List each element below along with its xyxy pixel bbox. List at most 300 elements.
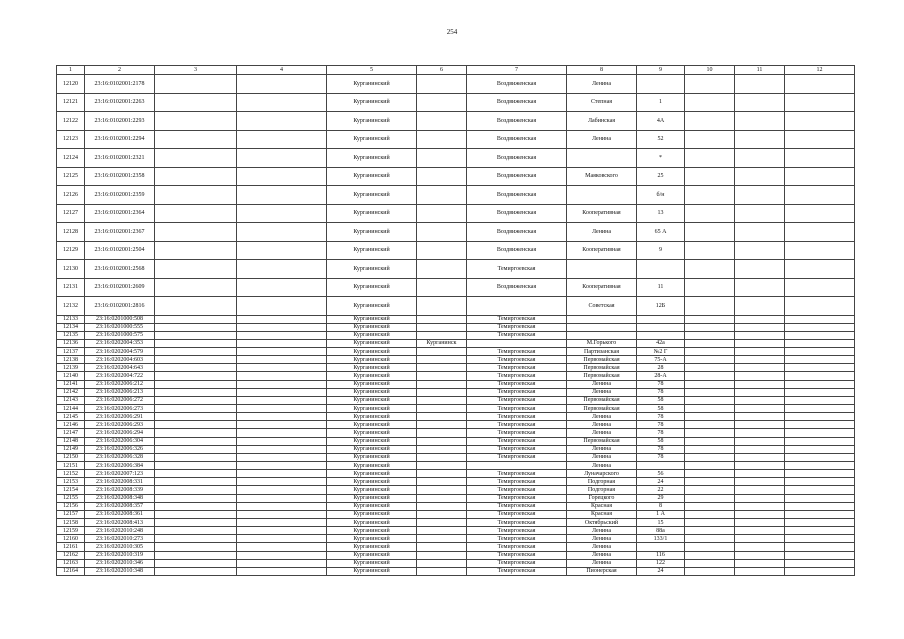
col-10-cell (685, 470, 735, 478)
col-settlement-cell (417, 331, 467, 339)
col-cadastral-number-cell: 23:16:0202006:272 (85, 396, 155, 404)
col-locality-cell (467, 297, 567, 316)
col-12-cell (785, 186, 855, 205)
col-4-cell (237, 339, 327, 347)
col-3-cell (155, 519, 237, 527)
col-settlement-cell (417, 421, 467, 429)
col-4-cell (237, 551, 327, 559)
col-house-cell: 8 (637, 502, 685, 510)
col-4-cell (237, 364, 327, 372)
col-12-cell (785, 149, 855, 168)
col-cadastral-number-cell: 23:16:0202010:273 (85, 535, 155, 543)
col-house-cell (637, 331, 685, 339)
col-locality-cell: Темиргоевская (467, 437, 567, 445)
col-locality-cell: Темиргоевская (467, 380, 567, 388)
col-locality-cell: Темиргоевская (467, 567, 567, 575)
col-house-cell: 28 (637, 364, 685, 372)
col-house-cell: 24 (637, 478, 685, 486)
table-row (57, 75, 855, 94)
col-4-cell (237, 75, 327, 94)
header-cell-col-settlement: 6 (417, 66, 467, 75)
col-10-cell (685, 551, 735, 559)
col-3-cell (155, 527, 237, 535)
col-3-cell (155, 559, 237, 567)
col-12-cell (785, 278, 855, 297)
col-10-cell (685, 149, 735, 168)
col-locality-cell: Воздвиженская (467, 186, 567, 205)
col-district-cell: Курганинский (327, 167, 417, 186)
col-district-cell: Курганинский (327, 241, 417, 260)
col-settlement-cell (417, 388, 467, 396)
col-street-cell: Ленина (567, 130, 637, 149)
col-4-cell (237, 494, 327, 502)
col-11-cell (735, 535, 785, 543)
col-12-cell (785, 535, 855, 543)
col-10-cell (685, 388, 735, 396)
col-cadastral-number-cell: 23:16:0202006:384 (85, 462, 155, 470)
col-12-cell (785, 494, 855, 502)
header-cell-col-4: 4 (237, 66, 327, 75)
col-11-cell (735, 223, 785, 242)
col-house-cell: 13 (637, 204, 685, 223)
col-locality-cell: Темиргоевская (467, 519, 567, 527)
col-district-cell: Курганинский (327, 339, 417, 347)
col-11-cell (735, 380, 785, 388)
table-row (57, 405, 855, 413)
col-11-cell (735, 519, 785, 527)
col-10-cell (685, 315, 735, 323)
col-street-cell: Кооперативная (567, 278, 637, 297)
col-street-cell: Ленина (567, 462, 637, 470)
col-11-cell (735, 462, 785, 470)
col-4-cell (237, 331, 327, 339)
col-12-cell (785, 297, 855, 316)
col-number-cell: 12155 (57, 494, 85, 502)
col-4-cell (237, 510, 327, 518)
col-house-cell: 78 (637, 453, 685, 461)
col-10-cell (685, 241, 735, 260)
col-district-cell: Курганинский (327, 413, 417, 421)
col-4-cell (237, 559, 327, 567)
col-cadastral-number-cell: 23:16:0202008:331 (85, 478, 155, 486)
col-11-cell (735, 470, 785, 478)
col-12-cell (785, 204, 855, 223)
col-cadastral-number-cell: 23:16:0102001:2504 (85, 241, 155, 260)
col-10-cell (685, 260, 735, 279)
col-street-cell: Первомайская (567, 372, 637, 380)
col-locality-cell: Воздвиженская (467, 167, 567, 186)
col-house-cell: 56 (637, 470, 685, 478)
col-house-cell: 28-А (637, 372, 685, 380)
col-locality-cell: Темиргоевская (467, 543, 567, 551)
col-3-cell (155, 413, 237, 421)
col-locality-cell: Темиргоевская (467, 535, 567, 543)
col-locality-cell: Темиргоевская (467, 405, 567, 413)
col-11-cell (735, 527, 785, 535)
col-4-cell (237, 543, 327, 551)
col-locality-cell: Воздвиженская (467, 75, 567, 94)
col-cadastral-number-cell: 23:16:0102001:2293 (85, 112, 155, 131)
col-number-cell: 12134 (57, 323, 85, 331)
col-number-cell: 12132 (57, 297, 85, 316)
col-house-cell: 65 А (637, 223, 685, 242)
col-street-cell (567, 149, 637, 168)
col-locality-cell: Воздвиженская (467, 149, 567, 168)
col-settlement-cell (417, 278, 467, 297)
col-11-cell (735, 186, 785, 205)
col-12-cell (785, 348, 855, 356)
col-district-cell: Курганинский (327, 527, 417, 535)
col-12-cell (785, 421, 855, 429)
col-11-cell (735, 494, 785, 502)
col-settlement-cell (417, 167, 467, 186)
col-street-cell: Октябрьский (567, 519, 637, 527)
table-row (57, 453, 855, 461)
col-district-cell: Курганинский (327, 551, 417, 559)
col-house-cell: 52 (637, 130, 685, 149)
table-row (57, 223, 855, 242)
col-street-cell (567, 331, 637, 339)
col-4-cell (237, 278, 327, 297)
col-12-cell (785, 396, 855, 404)
col-settlement-cell (417, 502, 467, 510)
col-cadastral-number-cell: 23:16:0102001:2609 (85, 278, 155, 297)
col-settlement-cell (417, 315, 467, 323)
col-4-cell (237, 348, 327, 356)
col-10-cell (685, 462, 735, 470)
col-street-cell: Ленина (567, 75, 637, 94)
col-4-cell (237, 372, 327, 380)
col-12-cell (785, 413, 855, 421)
col-cadastral-number-cell: 23:16:0202006:273 (85, 405, 155, 413)
col-number-cell: 12161 (57, 543, 85, 551)
col-cadastral-number-cell: 23:16:0202006:304 (85, 437, 155, 445)
table-row (57, 478, 855, 486)
col-settlement-cell (417, 494, 467, 502)
col-settlement-cell (417, 510, 467, 518)
col-number-cell: 12129 (57, 241, 85, 260)
col-cadastral-number-cell: 23:16:0102001:2321 (85, 149, 155, 168)
col-11-cell (735, 149, 785, 168)
col-cadastral-number-cell: 23:16:0202010:305 (85, 543, 155, 551)
col-3-cell (155, 405, 237, 413)
col-4-cell (237, 186, 327, 205)
col-12-cell (785, 388, 855, 396)
col-district-cell: Курганинский (327, 278, 417, 297)
col-10-cell (685, 204, 735, 223)
col-district-cell: Курганинский (327, 502, 417, 510)
col-10-cell (685, 535, 735, 543)
col-cadastral-number-cell: 23:16:0202004:722 (85, 372, 155, 380)
col-11-cell (735, 130, 785, 149)
col-settlement-cell (417, 429, 467, 437)
col-number-cell: 12121 (57, 93, 85, 112)
header-cell-col-street: 8 (567, 66, 637, 75)
col-12-cell (785, 405, 855, 413)
col-district-cell: Курганинский (327, 543, 417, 551)
col-street-cell: Ленина (567, 527, 637, 535)
col-11-cell (735, 445, 785, 453)
col-locality-cell (467, 462, 567, 470)
col-settlement-cell (417, 204, 467, 223)
col-12-cell (785, 364, 855, 372)
col-3-cell (155, 297, 237, 316)
col-number-cell: 12162 (57, 551, 85, 559)
col-10-cell (685, 453, 735, 461)
table-row (57, 502, 855, 510)
col-settlement-cell (417, 380, 467, 388)
col-house-cell: * (637, 149, 685, 168)
col-cadastral-number-cell: 23:16:0201000:508 (85, 315, 155, 323)
col-3-cell (155, 567, 237, 575)
col-number-cell: 12152 (57, 470, 85, 478)
col-11-cell (735, 567, 785, 575)
table-row (57, 93, 855, 112)
col-house-cell: 88а (637, 527, 685, 535)
col-house-cell: 24 (637, 567, 685, 575)
col-cadastral-number-cell: 23:16:0102001:2364 (85, 204, 155, 223)
col-cadastral-number-cell: 23:16:0202008:413 (85, 519, 155, 527)
col-house-cell (637, 260, 685, 279)
col-locality-cell: Темиргоевская (467, 429, 567, 437)
table-row (57, 297, 855, 316)
header-cell-col-12: 12 (785, 66, 855, 75)
col-house-cell: 78 (637, 388, 685, 396)
col-4-cell (237, 112, 327, 131)
col-settlement-cell (417, 93, 467, 112)
col-11-cell (735, 372, 785, 380)
col-district-cell: Курганинский (327, 429, 417, 437)
col-street-cell: Первомайская (567, 396, 637, 404)
col-cadastral-number-cell: 23:16:0202004:579 (85, 348, 155, 356)
col-12-cell (785, 519, 855, 527)
col-district-cell: Курганинский (327, 331, 417, 339)
col-locality-cell: Темиргоевская (467, 527, 567, 535)
col-locality-cell: Темиргоевская (467, 348, 567, 356)
col-10-cell (685, 405, 735, 413)
col-settlement-cell (417, 241, 467, 260)
col-house-cell: 122 (637, 559, 685, 567)
col-number-cell: 12123 (57, 130, 85, 149)
col-locality-cell: Темиргоевская (467, 323, 567, 331)
col-10-cell (685, 445, 735, 453)
col-street-cell: М.Горького (567, 339, 637, 347)
col-house-cell: №2 Г (637, 348, 685, 356)
col-locality-cell: Темиргоевская (467, 559, 567, 567)
col-12-cell (785, 315, 855, 323)
col-street-cell: Подгорная (567, 486, 637, 494)
table-row (57, 204, 855, 223)
header-cell-col-11: 11 (735, 66, 785, 75)
col-settlement-cell (417, 551, 467, 559)
col-3-cell (155, 315, 237, 323)
col-10-cell (685, 421, 735, 429)
col-10-cell (685, 93, 735, 112)
col-house-cell: 29 (637, 494, 685, 502)
col-locality-cell: Воздвиженская (467, 241, 567, 260)
col-11-cell (735, 421, 785, 429)
col-settlement-cell (417, 149, 467, 168)
col-settlement-cell (417, 413, 467, 421)
col-number-cell: 12141 (57, 380, 85, 388)
col-locality-cell: Темиргоевская (467, 356, 567, 364)
col-4-cell (237, 527, 327, 535)
col-11-cell (735, 315, 785, 323)
col-locality-cell: Темиргоевская (467, 486, 567, 494)
header-cell-col-cadastral-number: 2 (85, 66, 155, 75)
col-10-cell (685, 510, 735, 518)
col-house-cell: 78 (637, 413, 685, 421)
col-3-cell (155, 437, 237, 445)
col-10-cell (685, 486, 735, 494)
col-3-cell (155, 551, 237, 559)
col-12-cell (785, 462, 855, 470)
col-locality-cell: Темиргоевская (467, 372, 567, 380)
header-cell-col-10: 10 (685, 66, 735, 75)
col-settlement-cell (417, 323, 467, 331)
col-4-cell (237, 535, 327, 543)
col-number-cell: 12138 (57, 356, 85, 364)
col-number-cell: 12124 (57, 149, 85, 168)
col-4-cell (237, 241, 327, 260)
col-cadastral-number-cell: 23:16:0201000:555 (85, 323, 155, 331)
col-locality-cell: Воздвиженская (467, 112, 567, 131)
col-4-cell (237, 149, 327, 168)
col-4-cell (237, 405, 327, 413)
col-street-cell: Ленина (567, 551, 637, 559)
col-district-cell: Курганинский (327, 510, 417, 518)
table-row (57, 278, 855, 297)
col-street-cell: Ленина (567, 388, 637, 396)
col-number-cell: 12145 (57, 413, 85, 421)
col-district-cell: Курганинский (327, 380, 417, 388)
col-house-cell: 78 (637, 445, 685, 453)
col-locality-cell: Темиргоевская (467, 502, 567, 510)
col-cadastral-number-cell: 23:16:0201000:575 (85, 331, 155, 339)
col-cadastral-number-cell: 23:16:0202004:353 (85, 339, 155, 347)
col-cadastral-number-cell: 23:16:0202008:348 (85, 494, 155, 502)
col-house-cell: 58 (637, 396, 685, 404)
col-settlement-cell (417, 559, 467, 567)
col-12-cell (785, 75, 855, 94)
col-street-cell: Ленина (567, 421, 637, 429)
col-4-cell (237, 297, 327, 316)
col-district-cell: Курганинский (327, 453, 417, 461)
col-number-cell: 12149 (57, 445, 85, 453)
col-10-cell (685, 502, 735, 510)
col-settlement-cell (417, 567, 467, 575)
col-3-cell (155, 445, 237, 453)
col-4-cell (237, 356, 327, 364)
col-house-cell (637, 75, 685, 94)
col-number-cell: 12120 (57, 75, 85, 94)
col-district-cell: Курганинский (327, 559, 417, 567)
col-district-cell: Курганинский (327, 486, 417, 494)
col-3-cell (155, 356, 237, 364)
col-10-cell (685, 372, 735, 380)
col-cadastral-number-cell: 23:16:0102001:2178 (85, 75, 155, 94)
col-10-cell (685, 543, 735, 551)
col-number-cell: 12142 (57, 388, 85, 396)
table-row (57, 388, 855, 396)
col-4-cell (237, 396, 327, 404)
col-number-cell: 12159 (57, 527, 85, 535)
col-street-cell: Красная (567, 510, 637, 518)
col-settlement-cell (417, 364, 467, 372)
col-3-cell (155, 112, 237, 131)
col-district-cell: Курганинский (327, 130, 417, 149)
col-street-cell: Луначарского (567, 470, 637, 478)
col-10-cell (685, 519, 735, 527)
col-settlement-cell (417, 372, 467, 380)
table-row (57, 559, 855, 567)
col-settlement-cell (417, 348, 467, 356)
col-number-cell: 12143 (57, 396, 85, 404)
col-cadastral-number-cell: 23:16:0202006:291 (85, 413, 155, 421)
col-number-cell: 12160 (57, 535, 85, 543)
col-4-cell (237, 323, 327, 331)
col-10-cell (685, 567, 735, 575)
col-district-cell: Курганинский (327, 388, 417, 396)
table-row (57, 421, 855, 429)
col-house-cell: б/н (637, 186, 685, 205)
col-settlement-cell (417, 223, 467, 242)
col-locality-cell: Темиргоевская (467, 494, 567, 502)
col-11-cell (735, 260, 785, 279)
col-district-cell: Курганинский (327, 149, 417, 168)
col-number-cell: 12128 (57, 223, 85, 242)
col-house-cell: 1 (637, 93, 685, 112)
col-street-cell: Ленина (567, 413, 637, 421)
col-house-cell: 78 (637, 421, 685, 429)
col-4-cell (237, 380, 327, 388)
col-house-cell: 12Б (637, 297, 685, 316)
col-district-cell: Курганинский (327, 356, 417, 364)
col-11-cell (735, 323, 785, 331)
col-3-cell (155, 339, 237, 347)
table-row (57, 429, 855, 437)
col-10-cell (685, 130, 735, 149)
col-10-cell (685, 186, 735, 205)
col-house-cell (637, 315, 685, 323)
col-10-cell (685, 331, 735, 339)
col-house-cell: 78 (637, 380, 685, 388)
col-number-cell: 12163 (57, 559, 85, 567)
col-10-cell (685, 348, 735, 356)
col-district-cell: Курганинский (327, 462, 417, 470)
col-cadastral-number-cell: 23:16:0202008:357 (85, 502, 155, 510)
col-cadastral-number-cell: 23:16:0102001:2359 (85, 186, 155, 205)
col-11-cell (735, 348, 785, 356)
col-settlement-cell (417, 445, 467, 453)
col-locality-cell: Темиргоевская (467, 453, 567, 461)
col-number-cell: 12140 (57, 372, 85, 380)
table-row (57, 543, 855, 551)
col-cadastral-number-cell: 23:16:0202006:212 (85, 380, 155, 388)
table-row (57, 519, 855, 527)
col-11-cell (735, 356, 785, 364)
col-4-cell (237, 204, 327, 223)
col-number-cell: 12147 (57, 429, 85, 437)
col-10-cell (685, 364, 735, 372)
col-11-cell (735, 112, 785, 131)
col-district-cell: Курганинский (327, 315, 417, 323)
col-locality-cell: Темиргоевская (467, 470, 567, 478)
col-12-cell (785, 323, 855, 331)
col-3-cell (155, 93, 237, 112)
col-street-cell: Кооперативная (567, 241, 637, 260)
col-locality-cell: Темиргоевская (467, 331, 567, 339)
